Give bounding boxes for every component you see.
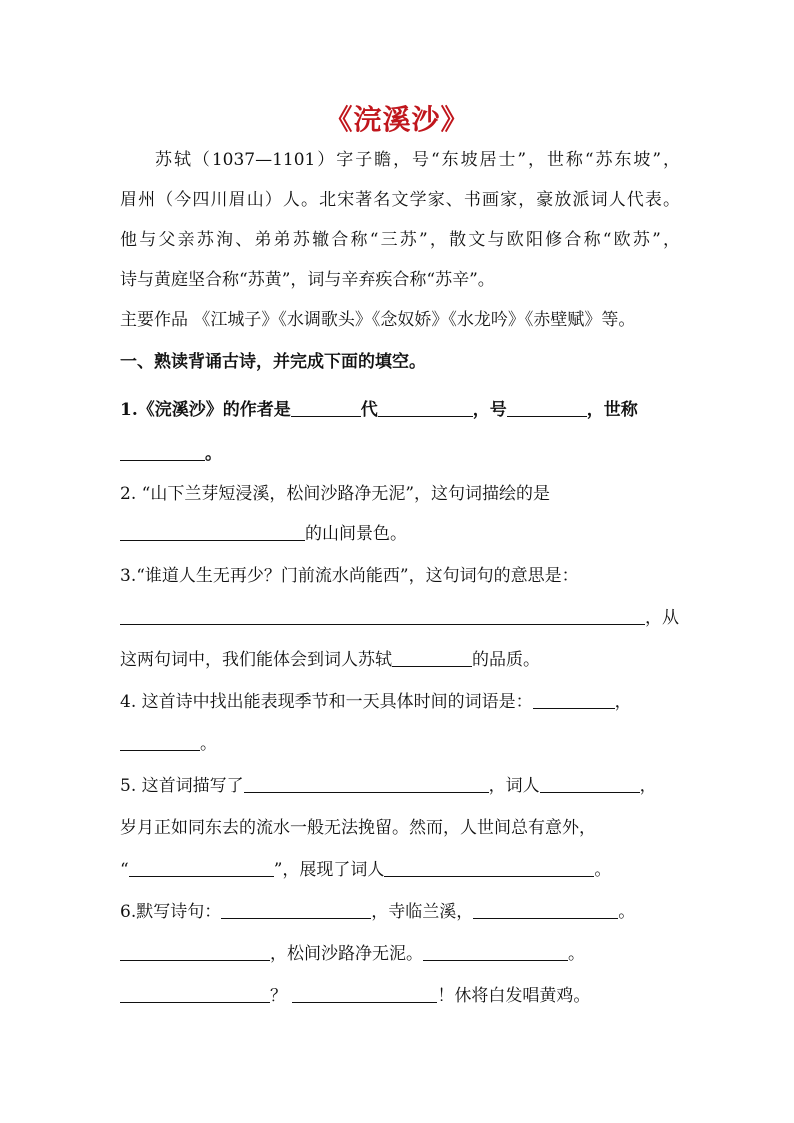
intro-line-5: 主要作品 《江城子》《水调歌头》《念奴娇》《水龙吟》《赤壁赋》等。 <box>120 310 636 330</box>
question-6-cont-2 <box>120 984 680 1008</box>
question-3: 3.“谁道人生无再少？门前流水尚能西”，这句词句的意思是： <box>120 566 579 586</box>
q1-blank-2[interactable] <box>378 400 473 417</box>
q6-blank-4[interactable] <box>423 944 568 961</box>
question-5-cont-2 <box>120 858 680 882</box>
question-5 <box>120 774 680 798</box>
q3-text-b: ，从 <box>645 608 679 628</box>
intro-line-3: 他与父亲苏洵、弟弟苏辙合称“三苏”，散文与欧阳修合称“欧苏”， <box>120 230 680 250</box>
question-2-cont <box>120 522 680 546</box>
q6-blank-2[interactable] <box>473 902 618 919</box>
q4-text-a: 4. 这首诗中找出能表现季节和一天具体时间的词语是： <box>120 692 533 712</box>
q5-text-e: “ <box>120 860 129 880</box>
q1-text-a: 1.《浣溪沙》的作者是 <box>120 400 291 420</box>
q4-text-b: ， <box>614 692 632 712</box>
q5-text-c: ， <box>639 776 657 796</box>
q1-text-e: 。 <box>205 444 222 464</box>
q5-text-b: ，词人 <box>488 776 540 796</box>
q3-blank-meaning[interactable] <box>120 608 645 625</box>
page-title: 《浣溪沙》 <box>324 103 470 136</box>
q6-text-d: ，松间沙路净无泥。 <box>270 944 423 964</box>
question-6 <box>120 900 680 924</box>
q1-blank-dynasty[interactable] <box>291 400 361 417</box>
q3-blank-quality[interactable] <box>392 650 472 667</box>
intro-line-4: 诗与黄庭坚合称“苏黄”，词与辛弃疾合称“苏辛”。 <box>120 270 495 290</box>
q6-text-a: 6.默写诗句： <box>120 902 222 922</box>
q4-blank-1[interactable] <box>533 692 615 709</box>
q1-text-c: ，号 <box>472 400 507 420</box>
q5-blank-3[interactable] <box>384 860 594 877</box>
question-6-cont <box>120 942 680 966</box>
q6-text-f: ？ <box>270 986 287 1006</box>
q1-blank-shicheng[interactable] <box>120 444 205 461</box>
question-3-cont <box>120 606 680 630</box>
q6-text-e: 。 <box>568 944 585 964</box>
q6-text-b: ，寺临兰溪， <box>371 902 474 922</box>
q4-text-c: 。 <box>200 734 217 754</box>
q6-blank-1[interactable] <box>221 902 371 919</box>
q1-blank-hao[interactable] <box>507 400 587 417</box>
question-4-cont <box>120 732 680 756</box>
q2-text-b: 的山间景色。 <box>305 524 407 544</box>
question-4 <box>120 690 680 714</box>
q5-blank-quote[interactable] <box>129 860 274 877</box>
q5-blank-2[interactable] <box>540 776 640 793</box>
q6-blank-6[interactable] <box>292 986 437 1003</box>
question-2: 2. “山下兰芽短浸溪，松间沙路净无泥”，这句词描绘的是 <box>120 484 551 504</box>
q5-blank-1[interactable] <box>244 776 489 793</box>
question-3-cont-2 <box>120 648 680 672</box>
question-5-cont: 岁月正如同东去的流水一般无法挽留。然而，人世间总有意外， <box>120 818 596 838</box>
q5-text-a: 5. 这首词描写了 <box>120 776 244 796</box>
q6-blank-5[interactable] <box>120 986 270 1003</box>
q6-blank-3[interactable] <box>120 944 270 961</box>
question-1 <box>120 398 680 422</box>
intro-line-1: 苏轼（1037—1101）字子瞻，号“东坡居士”，世称“苏东坡”， <box>155 150 680 170</box>
q3-text-d: 的品质。 <box>472 650 540 670</box>
section-heading: 一、熟读背诵古诗，并完成下面的填空。 <box>120 352 426 372</box>
q6-text-c: 。 <box>618 902 636 922</box>
q4-blank-2[interactable] <box>120 734 200 751</box>
q1-text-d: ，世称 <box>586 400 638 420</box>
q5-text-g: 。 <box>594 860 612 880</box>
intro-line-2: 眉州（今四川眉山）人。北宋著名文学家、书画家，豪放派词人代表。 <box>120 190 680 210</box>
q6-text-g: ！休将白发唱黄鸡。 <box>437 986 591 1006</box>
question-1-cont <box>120 442 680 466</box>
q1-text-b: 代 <box>360 400 378 420</box>
q2-blank[interactable] <box>120 524 305 541</box>
q5-text-f: ”，展现了词人 <box>273 860 385 880</box>
q3-text-c: 这两句词中，我们能体会到词人苏轼 <box>120 650 392 670</box>
